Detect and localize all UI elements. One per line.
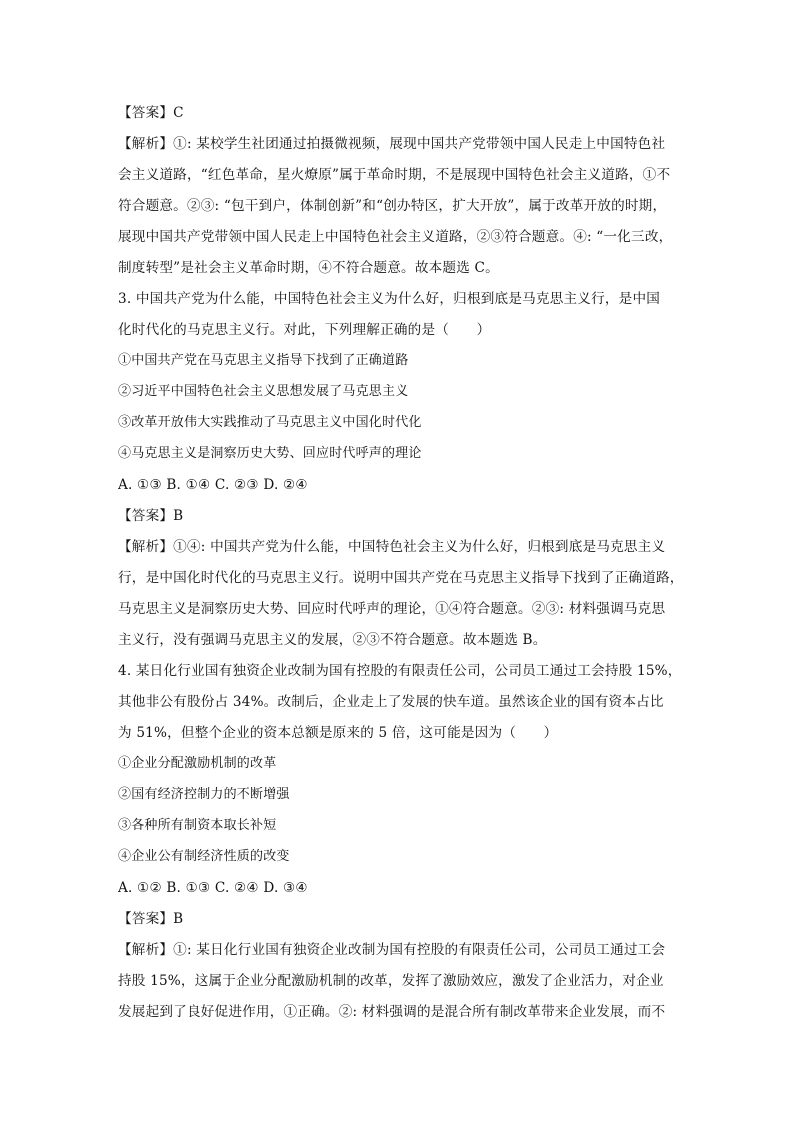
choices-line: A. ①② B. ①③ C. ②④ D. ③④	[118, 880, 308, 896]
analysis-line: 持股 15%，这属于企业分配激励机制的改革，发挥了激励效应，激发了企业活力，对企业	[118, 973, 664, 989]
option-item: ④马克思主义是洞察历史大势、回应时代呼声的理论	[118, 446, 422, 461]
question-3-stem: 化时代化的马克思主义行。对此，下列理解正确的是（ ）	[118, 322, 491, 338]
option-item: ③改革开放伟大实践推动了马克思主义中国化时代化	[118, 415, 422, 430]
analysis-line: 马克思主义是洞察历史大势、回应时代呼声的理论，①④符合题意。②③: 材料强调马克思	[118, 601, 666, 617]
analysis-line: 【解析】①: 某校学生社团通过拍摄微视频，展现中国共产党带领中国人民走上中国特色社	[118, 136, 666, 152]
analysis-line: 展现中国共产党带领中国人民走上中国特色社会主义道路，②③符合题意。④: “一化三改，	[118, 229, 673, 245]
analysis-line: 【解析】①④: 中国共产党为什么能，中国特色社会主义为什么好，归根到底是马克思主义	[118, 539, 666, 555]
option-item: ①中国共产党在马克思主义指导下找到了正确道路	[118, 353, 409, 368]
choices-line: A. ①③ B. ①④ C. ②③ D. ②④	[118, 477, 308, 493]
analysis-line: 会主义道路，“红色革命，星火燎原”属于革命时期，不是展现中国特色社会主义道路，①不	[118, 167, 671, 183]
answer-line-q4: 【答案】B	[118, 911, 184, 927]
question-3-stem: 3. 中国共产党为什么能，中国特色社会主义为什么好，归根到底是马克思主义行，是中国	[118, 291, 661, 307]
analysis-line: 符合题意。②③: “包干到户，体制创新”和“创办特区，扩大开放”，属于改革开放的时期，	[118, 198, 667, 214]
question-4-stem: 其他非公有股份占 34%。改制后，企业走上了发展的快车道。虽然该企业的国有资本占比	[118, 694, 664, 710]
option-item: ②习近平中国特色社会主义思想发展了马克思主义	[118, 384, 409, 399]
option-item: ③各种所有制资本取长补短	[118, 818, 277, 833]
question-4-stem: 为 51%，但整个企业的资本总额是原来的 5 倍，这可能是因为（ ）	[118, 725, 558, 741]
analysis-line: 发展起到了良好促进作用，①正确。②: 材料强调的是混合所有制改革带来企业发展，而不	[118, 1004, 666, 1020]
option-item: ④企业公有制经济性质的改变	[118, 849, 290, 864]
answer-line-q2: 【答案】C	[118, 105, 184, 121]
analysis-line: 主义行，没有强调马克思主义的发展，②③不符合题意。故本题选 B。	[118, 632, 547, 648]
option-item: ②国有经济控制力的不断增强	[118, 787, 290, 802]
analysis-line: 制度转型”是社会主义革命时期，④不符合题意。故本题选 C。	[118, 260, 499, 276]
answer-line-q3: 【答案】B	[118, 508, 184, 524]
analysis-line: 【解析】①: 某日化行业国有独资企业改制为国有控股的有限责任公司，公司员工通过工会	[118, 942, 666, 958]
option-item: ①企业分配激励机制的改革	[118, 756, 277, 771]
question-4-stem: 4. 某日化行业国有独资企业改制为国有控股的有限责任公司，公司员工通过工会持股 15%，	[118, 663, 682, 679]
analysis-line: 行，是中国化时代化的马克思主义行。说明中国共产党在马克思主义指导下找到了正确道路，	[118, 570, 684, 586]
